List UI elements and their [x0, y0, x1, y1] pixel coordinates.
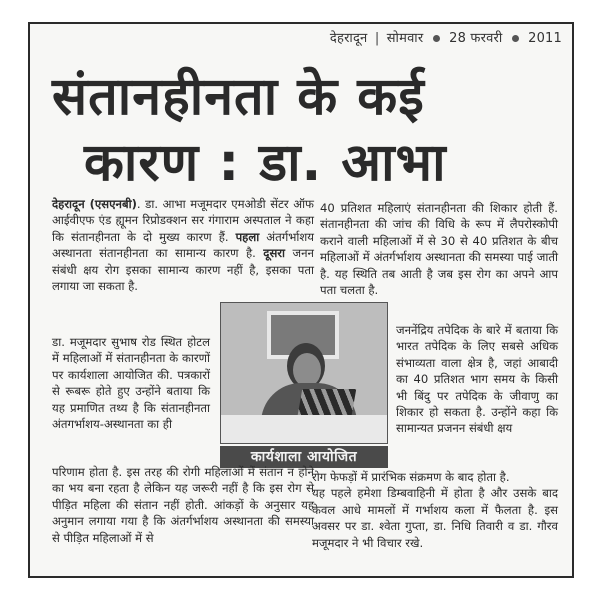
headline-line-1: संतानहीनता के कई [52, 67, 425, 127]
photo-caption: कार्यशाला आयोजित [220, 446, 388, 468]
dateline-separator: | [374, 31, 380, 46]
newspaper-clipping [28, 22, 574, 578]
paragraph-1-text: . डा. आभा मजूमदार एमओडी सेंटर ऑफ आईवीएफ एंड ह्यूमन रिप्रोडक्शन सर गंगाराम अस्पताल ने कहा कि संतानहीनता के दो मुख्य कारण हैं. [52, 197, 314, 244]
speaker-photo [220, 302, 388, 444]
paragraph-1-bold-second: दूसरा [263, 246, 286, 261]
bullet-icon [512, 35, 519, 42]
article-paragraph-5 [312, 469, 558, 551]
paragraph-1-end: जनन संबंधी क्षय रोग इसका सामान्य कारण नहीं है, इसका पता लगाया जा सकता है. [52, 246, 314, 294]
paragraph-1-middle: अंतर्गर्भाशय अस्थानता संतानहीनता का सामान्य कारण है. [52, 229, 314, 261]
article-paragraph-4 [396, 322, 558, 437]
dateline [330, 28, 562, 46]
dateline-day: सोमवार [386, 31, 424, 46]
headline-line-2: कारण : डा. आभा [84, 133, 447, 193]
byline: देहरादून (एसएनबी) [52, 197, 137, 211]
bullet-icon [433, 35, 440, 42]
article-paragraph-3 [320, 200, 558, 298]
paragraph-4-end: रोग फेफड़ों में प्रारंभिक संक्रमण के बाद होता है. [312, 470, 510, 484]
dateline-date: 28 फरवरी [449, 31, 503, 46]
paragraph-3-text: 40 प्रतिशत महिलाएं संतानहीनता की शिकार होती हैं. संतानहीनता की जांच की विधि के रूप में लैपरोस्कोपी कराने वाली महिलाओं में से 30 से 40 प्रतिशत के बीच महिलाओं में अंतर्गर्भाशय अस्थानता की समस्या पाई जाती है. यह स्थिति तब आती है जब इस रोग का अपने आप पता चलता है. [320, 201, 558, 298]
dateline-city: देहरादून [329, 31, 368, 46]
paragraph-2-text: डा. मजूमदार सुभाष रोड स्थित होटल में महिलाओं में संतानहीनता के कारणों पर कार्यशाला आयोजित की. पत्रकारों से रूबरू होते हुए उन्होंने बताया कि यह प्रमाणित तथ्य है कि संतानहीनता अंतगर्भाशय-अस्थानता का ही [52, 335, 210, 432]
article-paragraph-2 [52, 334, 210, 432]
article-paragraph-2-continued [52, 464, 314, 546]
paragraph-5-text: यह पहले हमेशा डिम्बवाहिनी में होता है और उसके बाद केवल आधे मामलों में गर्भाशय कला में फैलता है. इस अवसर पर डा. श्वेता गुप्ता, डा. निधि तिवारी व डा. गौरव मजूमदार ने भी विचार रखे. [312, 486, 558, 550]
paragraph-2-end: परिणाम होता है. इस तरह की रोगी महिलाओं में संतान न होने का भय बना रहता है लेकिन यह जरूरी नहीं है कि इस रोग से पीड़ित महिला की संतान नहीं होती. आंकड़ों के अनुसार यह अनुमान लगाया गया है कि अंतर्गर्भाशय अस्थानता की समस्या से पीड़ित महिलाओं में से [52, 465, 314, 545]
article-paragraph-1 [52, 196, 314, 294]
paragraph-1-bold-first: पहला [235, 229, 260, 244]
headline [52, 64, 512, 196]
dateline-year: 2011 [528, 31, 562, 46]
paragraph-4-text: जननेंद्रिय तपेदिक के बारे में बताया कि भारत तपेदिक के लिए सबसे अधिक संभाव्यता वाला क्षेत्र है, जहां आबादी का 40 प्रतिशत भाग समय के किसी भी बिंदु पर तपेदिक के जीवाणु का शिकार हो सकता है. उन्होंने कहा कि सामान्यत प्रजनन संबंधी क्षय [396, 323, 558, 436]
